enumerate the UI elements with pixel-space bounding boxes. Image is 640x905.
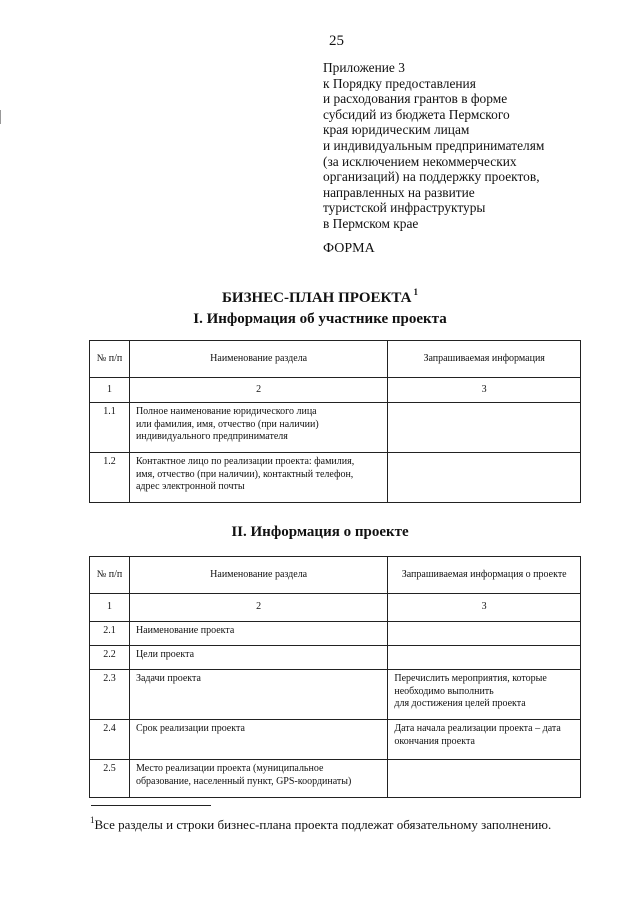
row-number: 2.5 [90, 760, 130, 798]
appendix-line: и расходования грантов в форме [323, 91, 508, 107]
footnote-text: Все разделы и строки бизнес-плана проекта подлежат обязательному заполнению. [94, 817, 552, 832]
row-number: 2.2 [90, 646, 130, 670]
text-line: окончания проекта [394, 735, 475, 747]
row-section-name: Срок реализации проекта [129, 720, 387, 760]
appendix-block [323, 60, 544, 232]
title-footnote-mark: 1 [413, 287, 418, 297]
row-number: 1.2 [90, 453, 130, 503]
row-info-cell[interactable] [388, 403, 581, 453]
table-row [90, 622, 581, 646]
margin-mark [0, 110, 4, 124]
participant-info-table [89, 340, 581, 503]
table-row [90, 720, 581, 760]
form-label: ФОРМА [323, 241, 375, 256]
title-text: БИЗНЕС-ПЛАН ПРОЕКТА [222, 290, 412, 306]
row-section-name: Цели проекта [129, 646, 387, 670]
table-row [90, 760, 581, 798]
text-line: индивидуального предпринимателя [135, 431, 288, 442]
row-section-name: Задачи проекта [129, 670, 387, 720]
column-number: 3 [388, 378, 581, 403]
table-row [90, 646, 581, 670]
header-section-name: Наименование раздела [129, 557, 387, 594]
row-number: 2.4 [90, 720, 130, 760]
text-line: Дата начала реализации проекта – дата [394, 723, 561, 734]
table-row [90, 453, 581, 503]
column-number: 2 [129, 594, 387, 622]
row-number: 2.1 [90, 622, 130, 646]
footnote-divider [91, 805, 211, 806]
column-number: 1 [90, 594, 130, 622]
row-info-cell[interactable] [388, 453, 581, 503]
text-line: необходимо выполнить [394, 685, 494, 697]
text-line: для достижения целей проекта [394, 698, 526, 709]
text-line: или фамилия, имя, отчество (при наличии) [135, 418, 319, 430]
appendix-line: к Порядку предоставления [323, 75, 476, 91]
column-number: 1 [90, 378, 130, 403]
appendix-line: в Пермском крае [323, 215, 419, 231]
header-requested-info: Запрашиваемая информация о проекте [388, 557, 581, 594]
footnote [90, 811, 585, 834]
row-number: 2.3 [90, 670, 130, 720]
row-info-cell[interactable] [388, 720, 581, 760]
appendix-line: организаций) на поддержку проектов, [323, 169, 540, 185]
text-line: Контактное лицо по реализации проекта: фамилия, [135, 456, 355, 467]
appendix-line: и индивидуальным предпринимателям [323, 137, 545, 153]
text-line: имя, отчество (при наличии), контактный телефон, [135, 468, 354, 480]
table-row [90, 670, 581, 720]
header-number: № п/п [90, 341, 130, 378]
appendix-line: Приложение 3 [323, 60, 405, 75]
appendix-line: направленных на развитие [323, 184, 475, 200]
page-number: 25 [329, 33, 344, 49]
row-info-cell[interactable] [388, 622, 581, 646]
text-line: образование, населенный пункт, GPS-координаты) [135, 775, 352, 787]
row-number: 1.1 [90, 403, 130, 453]
table-row [90, 403, 581, 453]
appendix-line: субсидий из бюджета Пермского [323, 106, 510, 122]
section2-heading: II. Информация о проекте [231, 524, 409, 540]
appendix-line: (за исключением некоммерческих [323, 153, 517, 169]
project-info-table [89, 556, 581, 798]
column-number: 2 [129, 378, 387, 403]
row-section-name [129, 760, 387, 798]
text-line: адрес электронной почты [135, 481, 245, 492]
column-number: 3 [388, 594, 581, 622]
document-title [0, 287, 640, 307]
row-info-cell[interactable] [388, 670, 581, 720]
section1-heading: I. Информация об участнике проекта [193, 311, 447, 327]
row-section-name [129, 403, 387, 453]
appendix-line: туристской инфраструктуры [323, 200, 486, 216]
header-requested-info: Запрашиваемая информация [388, 341, 581, 378]
text-line: Перечислить мероприятия, которые [394, 673, 547, 684]
header-number: № п/п [90, 557, 130, 594]
appendix-line: края юридическим лицам [323, 122, 470, 138]
text-line: Полное наименование юридического лица [135, 406, 317, 417]
row-info-cell[interactable] [388, 646, 581, 670]
row-section-name: Наименование проекта [129, 622, 387, 646]
header-section-name: Наименование раздела [129, 341, 387, 378]
row-info-cell[interactable] [388, 760, 581, 798]
text-line: Место реализации проекта (муниципальное [135, 763, 324, 774]
footnote-mark: 1 [90, 815, 95, 825]
row-section-name [129, 453, 387, 503]
